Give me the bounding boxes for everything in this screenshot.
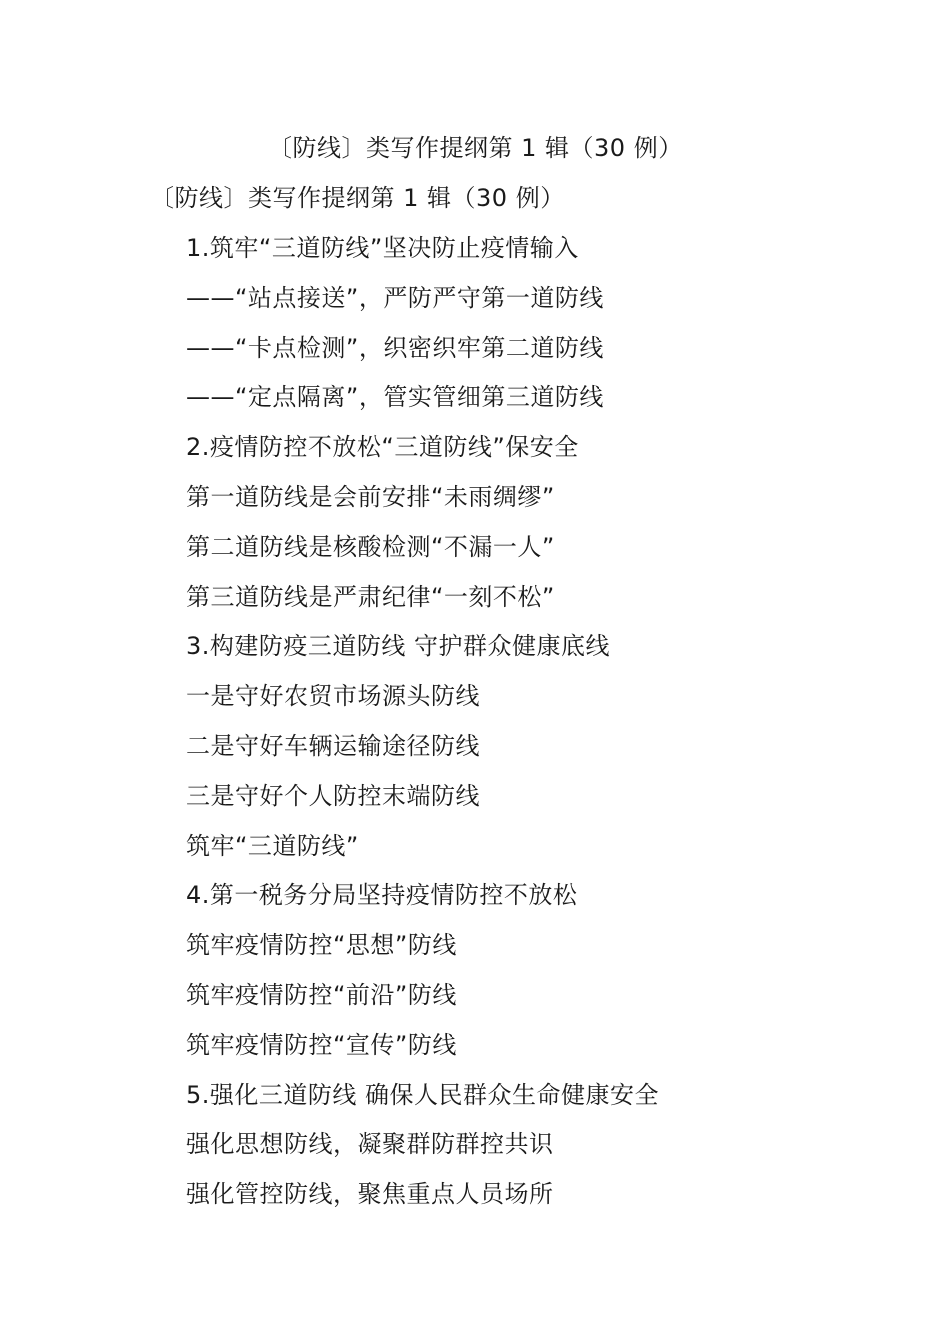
outline-line: ——“卡点检测”，织密织牢第二道防线 bbox=[186, 333, 604, 362]
outline-line: 筑牢疫情防控“前沿”防线 bbox=[186, 980, 457, 1009]
outline-line: 第二道防线是核酸检测“不漏一人” bbox=[186, 532, 555, 561]
outline-line: ——“站点接送”，严防严守第一道防线 bbox=[186, 283, 604, 312]
outline-line: 三是守好个人防控末端防线 bbox=[186, 781, 480, 810]
outline-line: 强化思想防线，凝聚群防群控共识 bbox=[186, 1130, 554, 1159]
outline-list bbox=[186, 230, 659, 1226]
outline-line: 4.第一税务分局坚持疫情防控不放松 bbox=[186, 881, 578, 910]
outline-line: 筑牢“三道防线” bbox=[186, 831, 359, 860]
outline-line: 一是守好农贸市场源头防线 bbox=[186, 682, 480, 711]
outline-line: 二是守好车辆运输途径防线 bbox=[186, 731, 480, 760]
outline-line: 强化管控防线，聚焦重点人员场所 bbox=[186, 1180, 554, 1209]
document-title: 〔防线〕类写作提纲第 1 辑（30 例） bbox=[268, 134, 683, 162]
outline-line: 3.构建防疫三道防线 守护群众健康底线 bbox=[186, 632, 611, 661]
outline-line: 第一道防线是会前安排“未雨绸缪” bbox=[186, 482, 555, 511]
document-subtitle: 〔防线〕类写作提纲第 1 辑（30 例） bbox=[150, 184, 565, 212]
outline-line: ——“定点隔离”，管实管细第三道防线 bbox=[186, 383, 604, 412]
outline-line: 5.强化三道防线 确保人民群众生命健康安全 bbox=[186, 1080, 660, 1109]
outline-line: 第三道防线是严肃纪律“一刻不松” bbox=[186, 582, 555, 611]
outline-line: 1.筑牢“三道防线”坚决防止疫情输入 bbox=[186, 234, 579, 262]
outline-line: 筑牢疫情防控“宣传”防线 bbox=[186, 1030, 457, 1059]
outline-line: 筑牢疫情防控“思想”防线 bbox=[186, 931, 457, 960]
outline-line: 2.疫情防控不放松“三道防线”保安全 bbox=[186, 433, 579, 462]
